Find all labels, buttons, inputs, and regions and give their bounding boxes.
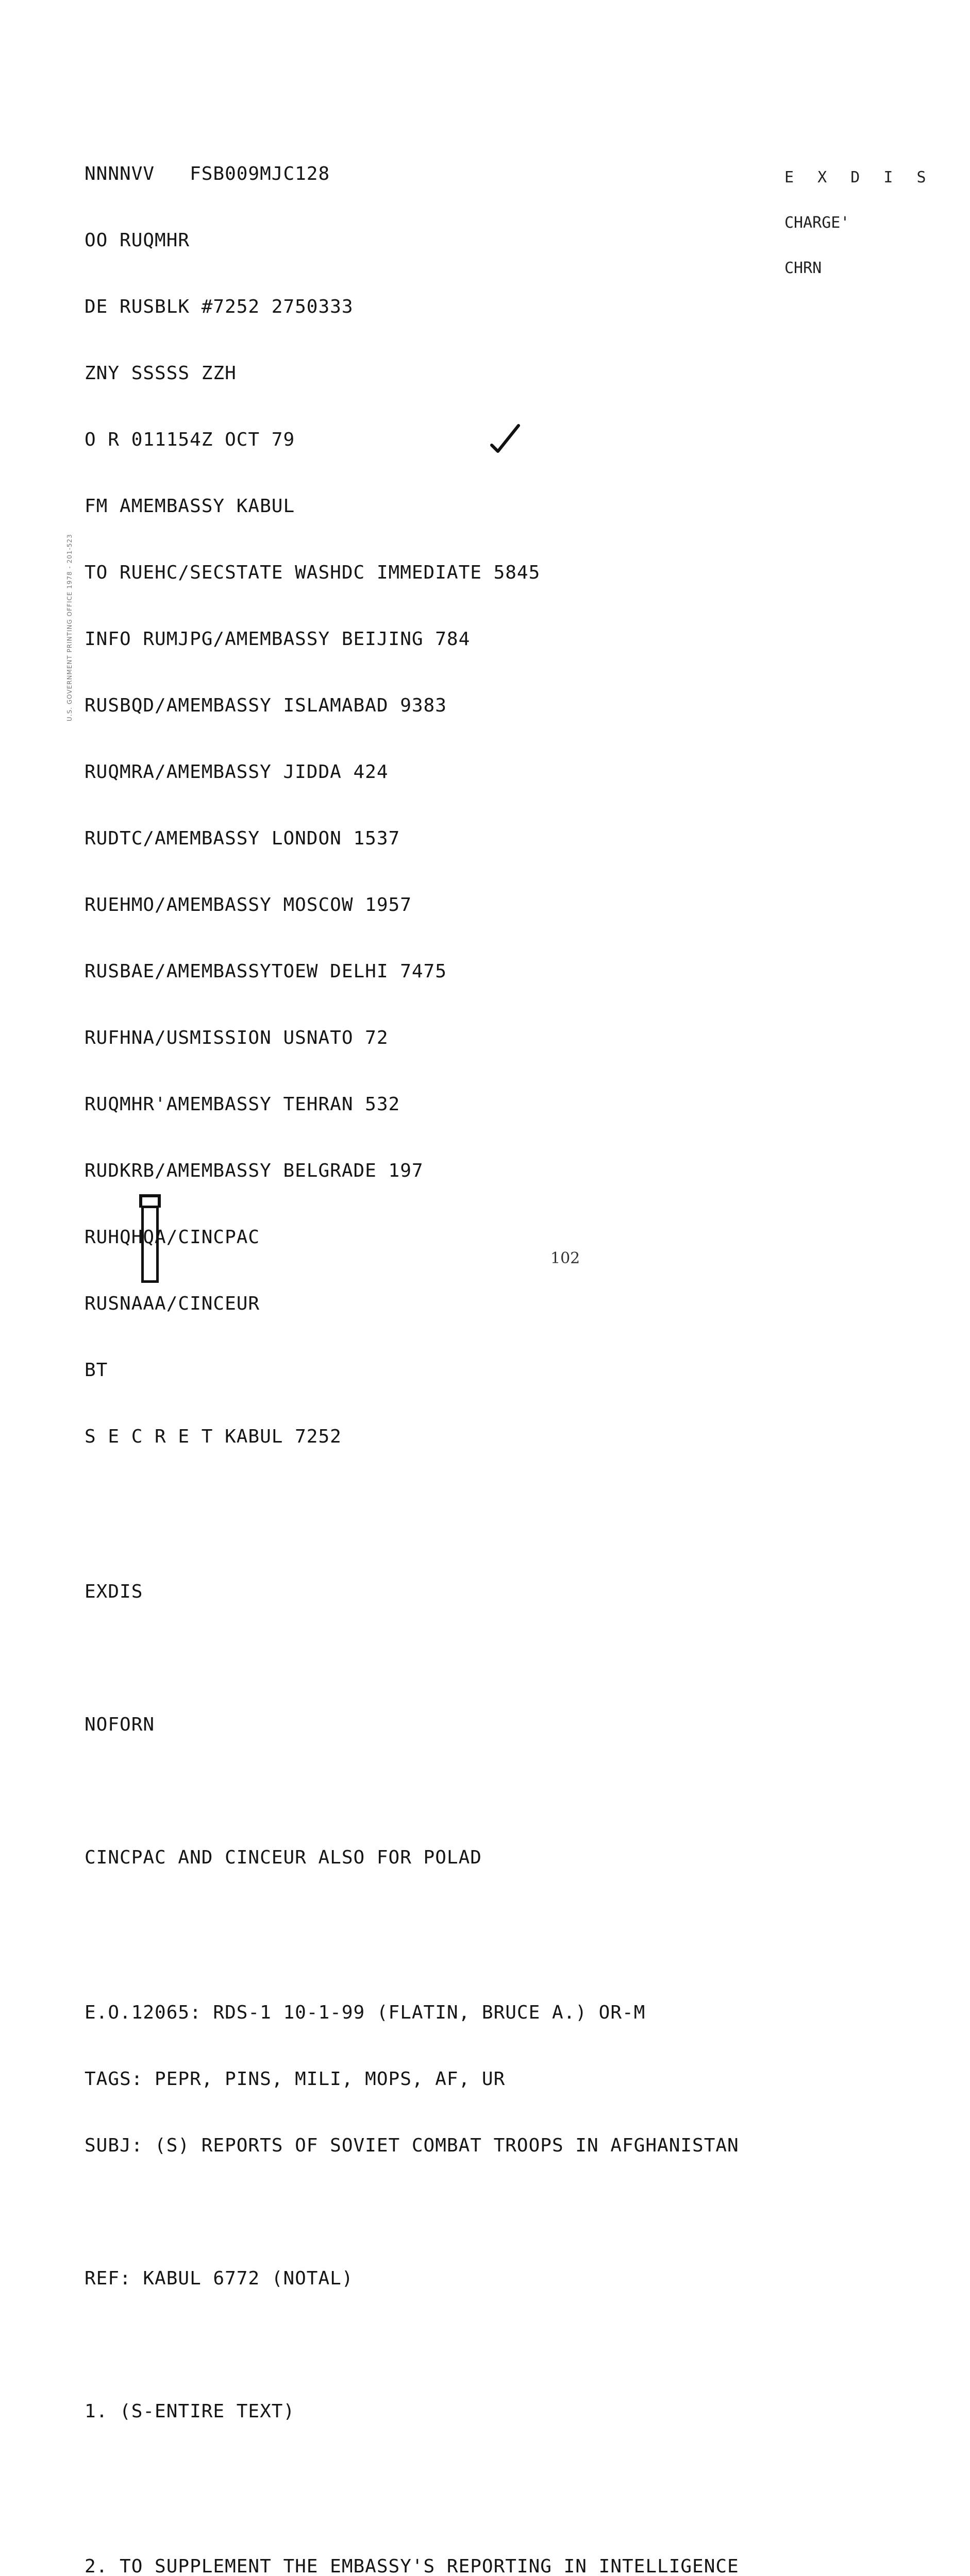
check-mark-icon	[490, 423, 521, 454]
bracket-mark	[141, 1206, 159, 1283]
cable-header-line: FM AMEMBASSY KABUL	[85, 496, 295, 517]
cable-header-line: RUSNAAA/CINCEUR	[85, 1293, 260, 1314]
cable-header-line: NNNNVV FSB009MJC128	[85, 163, 330, 184]
classification-line: S E C R E T KABUL 7252	[85, 1426, 342, 1447]
tags-line: TAGS: PEPR, PINS, MILI, MOPS, AF, UR	[85, 2069, 506, 2090]
paragraph-1: 1. (S-ENTIRE TEXT)	[85, 2401, 295, 2422]
cable-text-block	[85, 118, 774, 2576]
cable-header-line: RUEHMO/AMEMBASSY MOSCOW 1957	[85, 894, 412, 916]
charge-stamp: CHARGE'	[784, 214, 850, 232]
cable-header-line: TO RUEHC/SECSTATE WASHDC IMMEDIATE 5845	[85, 562, 541, 583]
cable-header-line: OO RUQMHR	[85, 230, 190, 251]
cable-header-line: RUQMRA/AMEMBASSY JIDDA 424	[85, 761, 389, 783]
cable-header-line: INFO RUMJPG/AMEMBASSY BEIJING 784	[85, 629, 471, 650]
cable-header-line: RUDKRB/AMEMBASSY BELGRADE 197	[85, 1160, 424, 1181]
cable-header-line: RUQMHR'AMEMBASSY TEHRAN 532	[85, 1094, 400, 1115]
paragraph-2-line: 2. TO SUPPLEMENT THE EMBASSY'S REPORTING IN INTELLIGENCE	[85, 2556, 739, 2576]
exdis-caveat: EXDIS	[85, 1581, 143, 1602]
cable-header-line: RUDTC/AMEMBASSY LONDON 1537	[85, 828, 400, 849]
eo-line: E.O.12065: RDS-1 10-1-99 (FLATIN, BRUCE A.) OR-M	[85, 2002, 646, 2023]
subject-line: SUBJ: (S) REPORTS OF SOVIET COMBAT TROOPS IN AFGHANISTAN	[85, 2135, 739, 2156]
reference-line: REF: KABUL 6772 (NOTAL)	[85, 2268, 354, 2289]
cable-header-line: RUSBAE/AMEMBASSYTOEW DELHI 7475	[85, 961, 447, 982]
cable-header-line: DE RUSBLK #7252 2750333	[85, 296, 354, 317]
routing-column	[784, 170, 933, 306]
page-number: 102	[550, 1249, 580, 1267]
noforn-caveat: NOFORN	[85, 1714, 155, 1735]
cable-header-line: ZNY SSSSS ZZH	[85, 363, 237, 384]
chrn-stamp: CHRN	[784, 259, 822, 277]
exdis-stamp: E X D I S	[784, 168, 933, 187]
cable-header-line: RUSBQD/AMEMBASSY ISLAMABAD 9383	[85, 695, 447, 716]
cable-header-line: RUHQHQA/CINCPAC	[85, 1227, 260, 1248]
cable-header-line: RUFHNA/USMISSION USNATO 72	[85, 1027, 389, 1048]
polad-caveat: CINCPAC AND CINCEUR ALSO FOR POLAD	[85, 1847, 482, 1868]
cable-header-line: O R 011154Z OCT 79	[85, 429, 295, 450]
printing-office-imprint: U.S. GOVERNMENT PRINTING OFFICE 1978 - 201-523	[66, 534, 73, 721]
cable-header-line: BT	[85, 1360, 108, 1381]
